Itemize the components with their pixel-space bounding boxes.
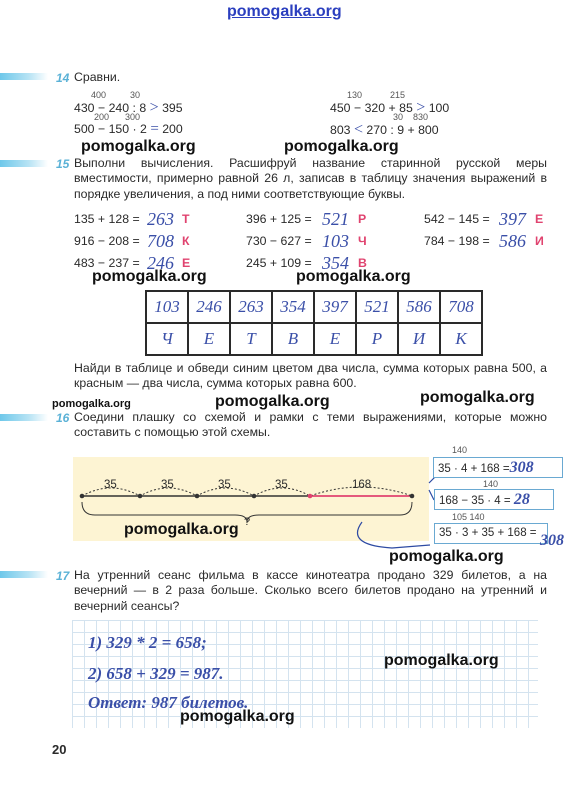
letter: Т: [182, 212, 190, 226]
table-cell: Р: [356, 323, 398, 355]
answer: 708: [147, 231, 174, 251]
note: 200: [94, 112, 110, 122]
watermark-link[interactable]: pomogalka.org: [227, 3, 342, 20]
task-text: На утренний сеанс фильма в кассе кинотеатра продано 329 билетов, а на вечерний — в 2 раза больше. Сколько всего билетов продано на утренний и вечерний сеансы?: [74, 568, 547, 613]
note: 140: [483, 479, 499, 489]
point: [138, 494, 143, 499]
segment-label: 168: [352, 479, 372, 491]
watermark: pomogalka.org: [296, 268, 411, 285]
watermark: pomogalka.org: [124, 521, 239, 538]
task-text: Соедини плашку со схемой и рамки с теми выражениями, которые можно составить с помощью этой схемы.: [74, 410, 547, 440]
answer: 263: [147, 209, 174, 229]
table-cell: 708: [440, 291, 482, 323]
table-cell: Е: [188, 323, 230, 355]
point: [80, 494, 85, 499]
watermark: pomogalka.org: [389, 548, 504, 565]
table-cell: 103: [146, 291, 188, 323]
segment-label: 35: [104, 479, 117, 491]
compare-expression: 500 − 150 · 2 = 200: [74, 121, 183, 137]
expression: 396 + 125 =: [246, 212, 312, 226]
page-number: 20: [52, 742, 67, 757]
solution-line: 2) 658 + 329 = 987.: [88, 664, 224, 683]
section-bar: [0, 571, 48, 578]
note: 140: [452, 445, 468, 455]
note: 130: [347, 90, 363, 100]
letter: Р: [358, 212, 367, 226]
segment-label: 35: [218, 479, 231, 491]
watermark: pomogalka.org: [420, 389, 535, 406]
section-bar: [0, 73, 48, 80]
note: 105 140: [452, 512, 485, 522]
answer: 397: [499, 209, 526, 229]
expression: 916 − 208 =: [74, 234, 140, 248]
compare-expression: 430 − 240 : 8 > 395: [74, 99, 183, 116]
table-cell: Ч: [146, 323, 188, 355]
table-cell: И: [398, 323, 440, 355]
answer: 103: [322, 231, 349, 251]
table-cell: 397: [314, 291, 356, 323]
note: 400: [91, 90, 107, 100]
task-number: 17: [56, 569, 70, 583]
watermark: pomogalka.org: [215, 393, 330, 410]
letter: Е: [182, 256, 191, 270]
expression-box[interactable]: 35 · 4 + 168 =308: [433, 457, 563, 478]
watermark: pomogalka.org: [92, 268, 207, 285]
point: [252, 494, 257, 499]
expression-grid: [74, 209, 554, 273]
compare-expression: 803 < 270 : 9 + 800: [330, 121, 439, 138]
expression-box[interactable]: 168 − 35 · 4 = 28: [434, 489, 554, 510]
answer: 586: [499, 231, 526, 251]
expression: 245 + 109 =: [246, 256, 312, 270]
table-cell: 354: [272, 291, 314, 323]
note: 30: [130, 90, 141, 100]
solution-answer: Ответ: 987 билетов.: [88, 693, 249, 712]
question-mark: ?: [244, 516, 251, 528]
answer: 521: [322, 209, 349, 229]
cipher-table: [145, 290, 483, 356]
table-cell: 586: [398, 291, 440, 323]
note: 30: [393, 112, 404, 122]
note: 215: [390, 90, 406, 100]
expression: 135 + 128 =: [74, 212, 140, 226]
letter: Ч: [358, 234, 367, 248]
table-cell: В: [272, 323, 314, 355]
task-title: Сравни.: [74, 70, 121, 84]
task-number: 14: [56, 71, 70, 85]
expression-box[interactable]: 35 · 3 + 35 + 168 =: [434, 523, 548, 544]
table-cell: 246: [188, 291, 230, 323]
point: [195, 494, 200, 499]
watermark: pomogalka.org: [180, 708, 295, 725]
table-cell: Т: [230, 323, 272, 355]
note: 830: [413, 112, 429, 122]
segment-label: 35: [161, 479, 174, 491]
compare-expression: 450 − 320 + 85 > 100: [330, 99, 450, 116]
letter: И: [535, 234, 544, 248]
watermark: pomogalka.org: [81, 138, 196, 155]
letter: В: [358, 256, 367, 270]
task-number: 16: [56, 411, 70, 425]
expression: 483 − 237 =: [74, 256, 140, 270]
table-row: [146, 323, 482, 355]
section-bar: [0, 414, 48, 421]
answer: 246: [147, 253, 174, 273]
point: [410, 494, 415, 499]
section-bar: [0, 160, 48, 167]
answer: 354: [322, 253, 349, 273]
letter: Е: [535, 212, 544, 226]
solution-line: 1) 329 * 2 = 658;: [88, 633, 207, 652]
expression: 784 − 198 =: [424, 234, 490, 248]
segment-label: 35: [275, 479, 288, 491]
task-text: Найди в таблице и обведи синим цветом два числа, сумма которых равна 500, а красным — два числа, сумма которых равна 600.: [74, 361, 547, 391]
task-number: 15: [56, 157, 70, 171]
table-cell: К: [440, 323, 482, 355]
point: [308, 494, 313, 499]
table-row: [146, 291, 482, 323]
answer: 308: [540, 532, 564, 549]
note: 300: [125, 112, 141, 122]
watermark: pomogalka.org: [52, 398, 131, 410]
letter: К: [182, 234, 190, 248]
expression: 730 − 627 =: [246, 234, 312, 248]
link-line: [357, 522, 430, 548]
watermark: pomogalka.org: [284, 138, 399, 155]
table-cell: 521: [356, 291, 398, 323]
table-cell: Е: [314, 323, 356, 355]
watermark: pomogalka.org: [384, 652, 499, 669]
table-cell: 263: [230, 291, 272, 323]
task-text: Выполни вычисления. Расшифруй название старинной русской меры вместимости, примерно равной 26 л, записав в таблицу значения выражений в порядке увеличения, а под ними соответствующие буквы.: [74, 156, 547, 201]
expression: 542 − 145 =: [424, 212, 490, 226]
